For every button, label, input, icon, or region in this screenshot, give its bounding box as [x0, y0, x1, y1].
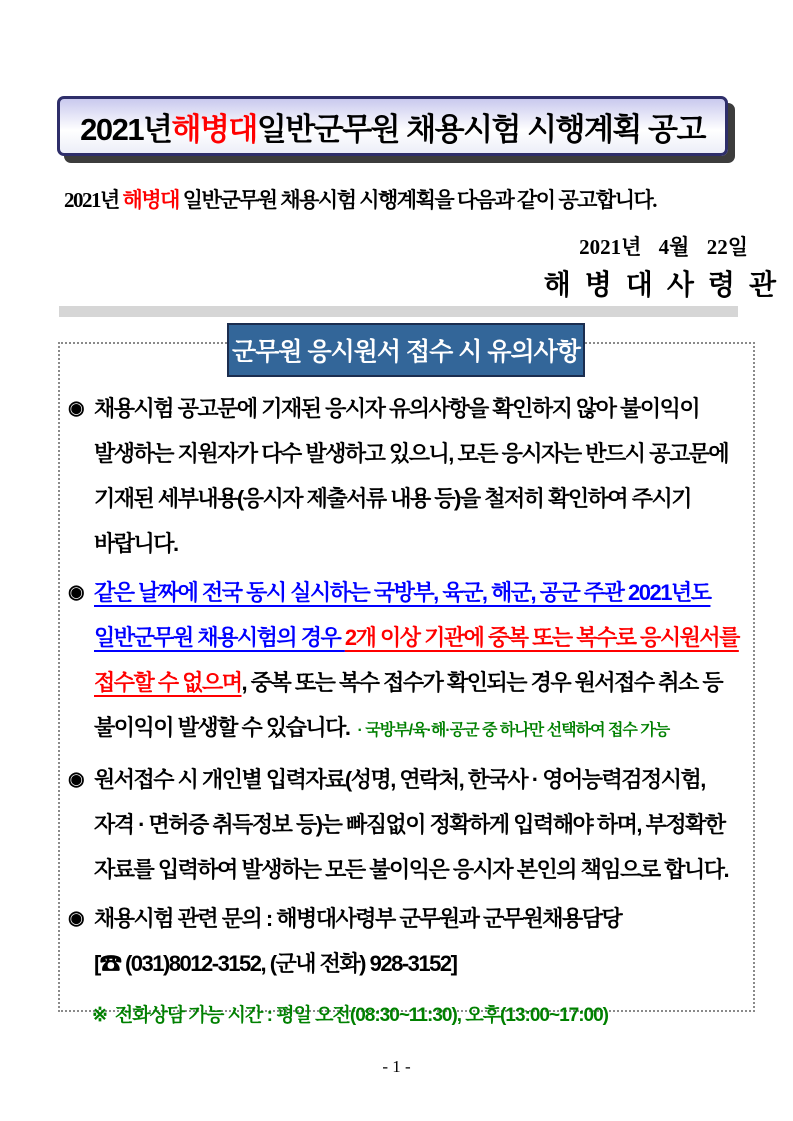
intro-prefix: 2021년	[64, 188, 123, 212]
bullet1-line4: 바랍니다.	[94, 531, 178, 556]
bullet1-line2: 발생하는 지원자가 다수 발생하고 있으니, 모든 응시자는 반드시 공고문에	[94, 441, 729, 466]
bullet2-green-note: · 국방부/육·해·공군 중 하나만 선택하여 접수 가능	[357, 722, 670, 739]
bullet3-line2: 자격 · 면허증 취득정보 등)는 빠짐없이 정확하게 입력해야 하며, 부정확한	[94, 812, 725, 837]
reference-mark-icon: ※	[92, 1005, 107, 1026]
page-number: - 1 -	[382, 1057, 411, 1076]
bullet2-line2	[94, 615, 749, 660]
title-banner	[57, 96, 728, 156]
bullet2-black-text: , 중복 또는 복수 접수가 확인되는 경우 원서접수 취소 등	[241, 670, 723, 695]
title-prefix: 2021년	[80, 111, 172, 147]
bullet2-line3	[94, 660, 749, 705]
bullet2-red-text: 접수할 수 없으며	[94, 670, 242, 695]
bullet4-line1: 채용시험 관련 문의 : 해병대사령부 군무원과 군무원채용담당	[94, 906, 622, 931]
bullet-icon: ◉	[68, 908, 85, 929]
bullet-icon: ◉	[68, 769, 85, 790]
title-suffix: 일반군무원 채용시험 시행계획 공고	[256, 111, 705, 147]
notice-bullet-2	[68, 570, 749, 753]
bullet4-line2-phone: [☎ (031)8012-3152, (군내 전화) 928-3152]	[94, 951, 457, 976]
intro-sentence	[64, 184, 656, 214]
phone-hours-note	[68, 996, 749, 1036]
bullet2-line1	[94, 570, 749, 615]
bullet1-line1: 채용시험 공고문에 기재된 응시자 유의사항을 확인하지 않아 불이익이	[94, 396, 700, 421]
notice-header: 군무원 응시원서 접수 시 유의사항	[227, 323, 585, 377]
bullet1-line3: 기재된 세부내용(응시자 제출서류 내용 등)을 철저히 확인하여 주시기	[94, 486, 691, 511]
bullet3-line3: 자료를 입력하여 발생하는 모든 불이익은 응시자 본인의 책임으로 합니다.	[94, 857, 729, 882]
intro-suffix: 일반군무원 채용시험 시행계획을 다음과 같이 공고합니다.	[178, 188, 657, 212]
intro-highlight: 해병대	[122, 188, 179, 212]
bullet-icon: ◉	[68, 398, 85, 419]
notice-bullet-1	[68, 386, 749, 566]
section-divider	[59, 306, 738, 317]
bullet3-line1: 원서접수 시 개인별 입력자료(성명, 연락처, 한국사 · 영어능력검정시험,	[94, 767, 705, 792]
notice-bullet-3	[68, 757, 749, 892]
bullet2-black-text: 불이익이 발생할 수 있습니다.	[94, 715, 350, 740]
title-highlight: 해병대	[171, 111, 257, 147]
bullet2-blue-text: 같은 날짜에 전국 동시 실시하는 국방부, 육군, 해군, 공군 주관 2021년도	[94, 580, 711, 605]
signature-commander: 해병대사령관	[543, 270, 790, 301]
announcement-date: 2021년 4월 22일	[579, 235, 748, 259]
bullet2-line4	[94, 705, 749, 753]
notice-box	[58, 342, 755, 1026]
phone-hours-text: 전화상담 가능 시간 : 평일 오전(08:30~11:30), 오후(13:00~17:00)	[114, 1005, 608, 1026]
bullet2-blue-text: 일반군무원 채용시험의 경우	[94, 625, 345, 650]
notice-bullet-4	[68, 896, 749, 986]
bullet-icon: ◉	[68, 582, 85, 603]
bullet2-red-text: 2개 이상 기관에 중복 또는 복수로 응시원서를	[344, 625, 739, 650]
